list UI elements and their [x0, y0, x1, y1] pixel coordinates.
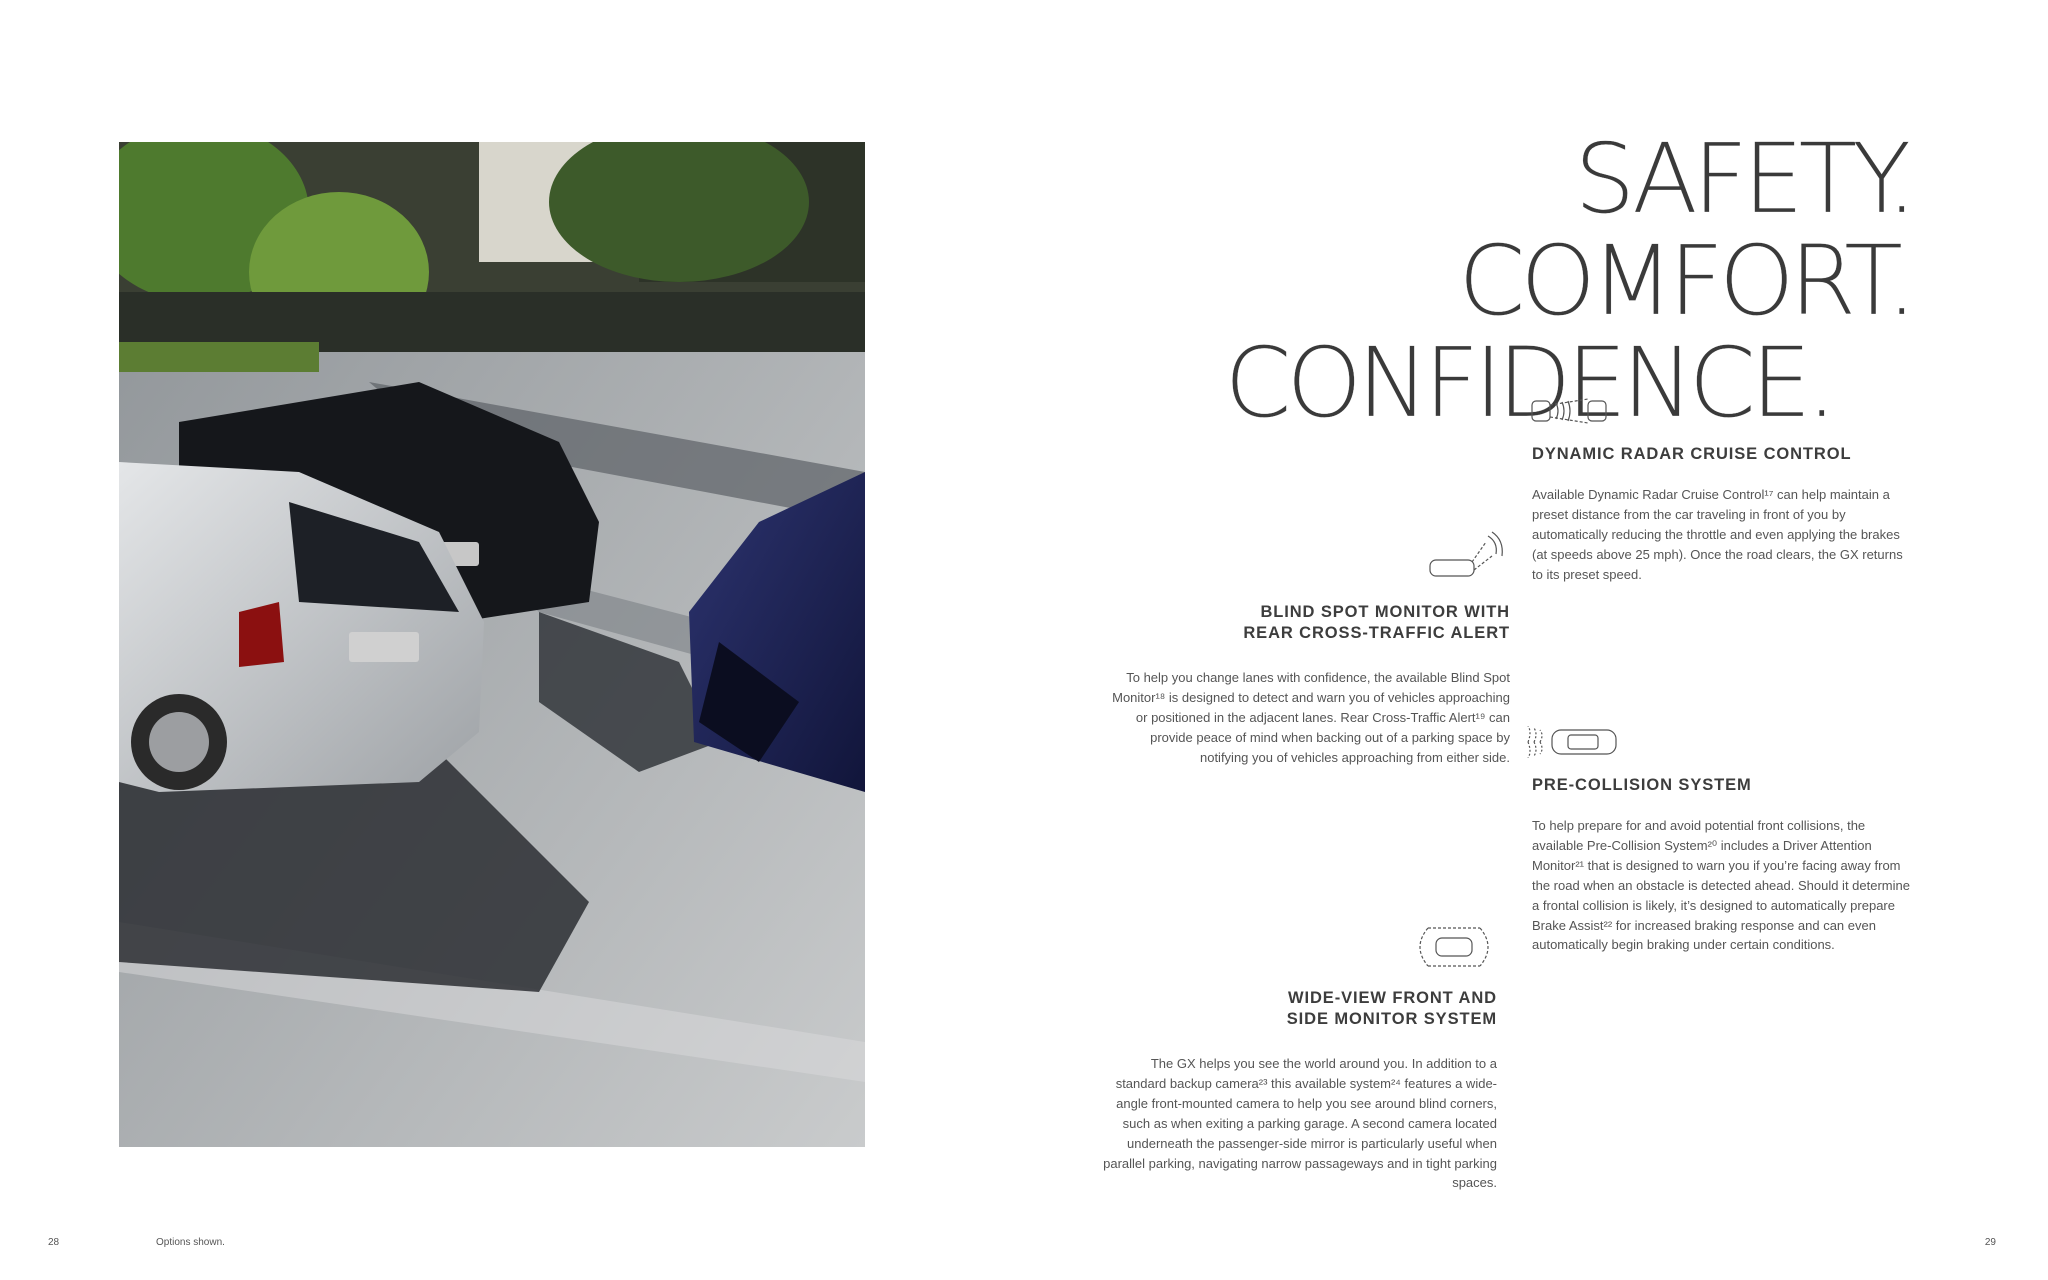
radar-cruise-icon — [1530, 395, 1610, 432]
feature-body: To help prepare for and avoid potential front collisions, the available Pre-Collision System²⁰ includes a Driver Attention Monitor²¹ that is designed to warn you if you’re facing away from the road when an obstacle is detected ahead. Should it determine a frontal collision is likely, it’s designed to automatically prepare Brake Assist²² for increased braking response and can even automatically begin braking under certain conditions. — [1532, 818, 1910, 953]
feature-wide-view — [1100, 988, 1497, 1193]
feature-title-line-2: SIDE MONITOR SYSTEM — [1286, 1010, 1497, 1028]
feature-title: PRE-COLLISION SYSTEM — [1532, 776, 1752, 794]
feature-title-line-2: REAR CROSS-TRAFFIC ALERT — [1243, 624, 1510, 642]
page-number-left: 28 — [48, 1237, 60, 1248]
feature-body: To help you change lanes with confidence, the available Blind Spot Monitor¹⁸ is designed to detect and warn you of vehicles approaching or positioned in the adjacent lanes. Rear Cross-Traffic Alert¹⁹ can provide peace of mind when backing out of a parking space by notifying you of vehicles approaching from either side. — [1112, 670, 1510, 765]
vehicle-photo — [119, 142, 865, 1147]
pre-collision-icon — [1524, 726, 1620, 763]
feature-radar-cruise — [1532, 444, 1912, 585]
options-note: Options shown. — [156, 1237, 225, 1248]
headline-line-1: SAFETY. COMFORT. — [1458, 123, 1912, 337]
feature-pre-collision — [1532, 775, 1912, 955]
feature-title-line-1: WIDE-VIEW FRONT AND — [1288, 989, 1497, 1007]
feature-body: The GX helps you see the world around you. In addition to a standard backup camera²³ this available system²⁴ features a wide-angle front-mounted camera to help you see around blind corners, such as when exiting a parking garage. A second camera located underneath the passenger-side mirror is particularly useful when parallel parking, navigating narrow passageways and in tight parking spaces. — [1103, 1056, 1497, 1191]
page-headline — [1100, 123, 1912, 439]
feature-title: DYNAMIC RADAR CRUISE CONTROL — [1532, 445, 1852, 463]
feature-blind-spot — [1110, 602, 1510, 768]
headline-line-2: CONFIDENCE. — [1224, 327, 1832, 439]
blind-spot-icon — [1428, 528, 1506, 585]
feature-body: Available Dynamic Radar Cruise Control¹⁷ can help maintain a preset distance from the car traveling in front of you by automatically reducing the throttle and even applying the brakes (at speeds above 25 mph). Once the road clears, the GX returns to its preset speed. — [1532, 487, 1903, 582]
wide-view-monitor-icon — [1410, 924, 1498, 975]
page-number-right: 29 — [1984, 1237, 1996, 1248]
feature-title-line-1: BLIND SPOT MONITOR WITH — [1260, 603, 1510, 621]
